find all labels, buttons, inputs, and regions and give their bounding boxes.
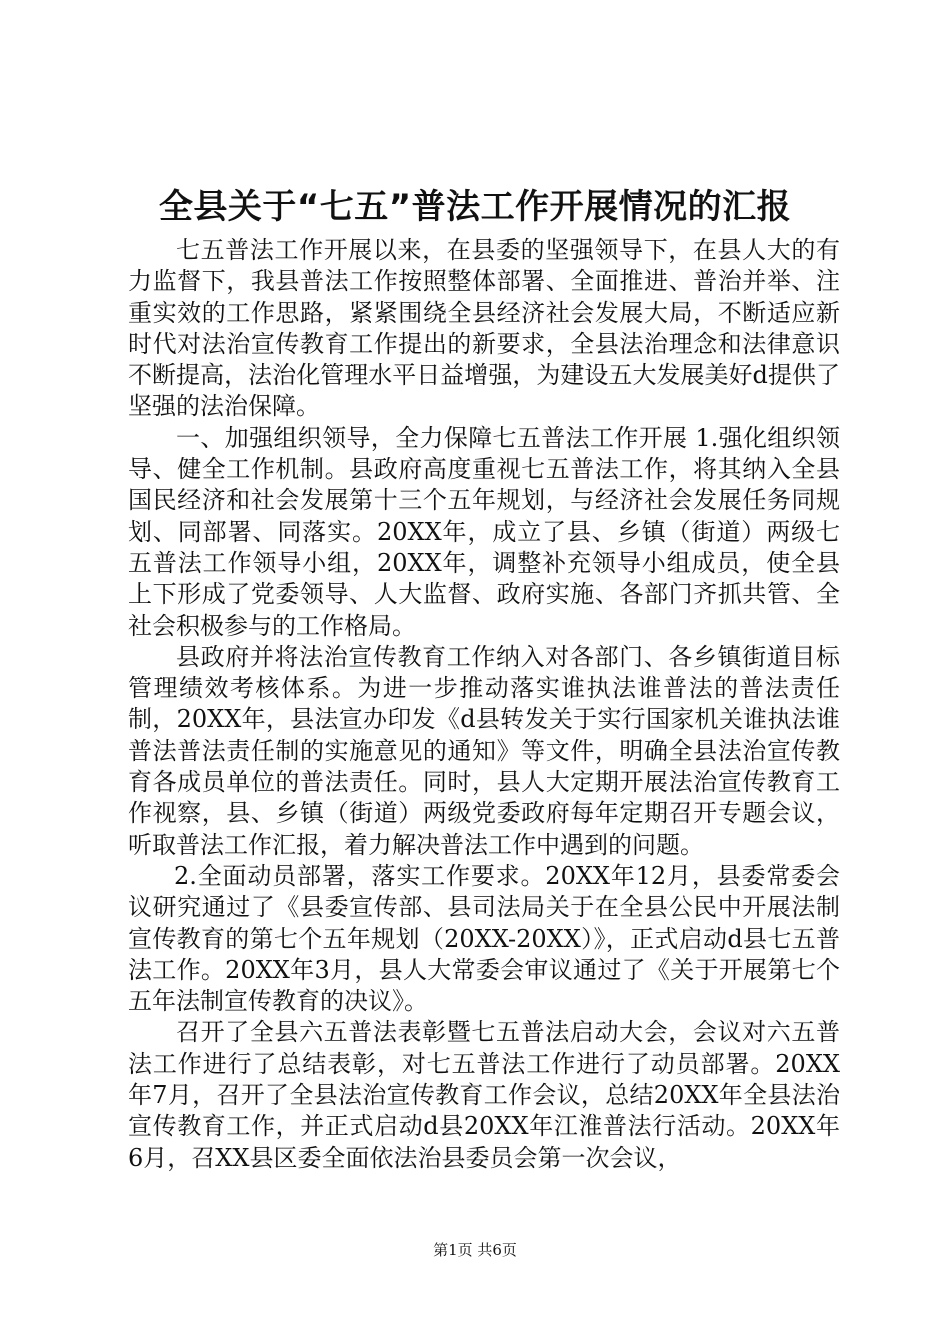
document-body xyxy=(128,235,840,1174)
paragraph-section-1: 一、加强组织领导，全力保障七五普法工作开展 1.强化组织领导、健全工作机制。县政府高度重视七五普法工作，将其纳入全县国民经济和社会发展第十三个五年规划，与经济社会发展任务同规划、同部署、同落实。20XX年，成立了县、乡镇（街道）两级七五普法工作领导小组，20XX年，调整补充领导小组成员，使全县上下形成了党委领导、人大监督、政府实施、各部门齐抓共管、全社会积极参与的工作格局。 xyxy=(128,423,840,640)
paragraph-conference: 召开了全县六五普法表彰暨七五普法启动大会，会议对六五普法工作进行了总结表彰，对七五普法工作进行了动员部署。20XX年7月，召开了全县法治宣传教育工作会议，总结20XX年全县法治宣传教育工作，并正式启动d县20XX年江淮普法行活动。20XX年6月，召XX县区委全面依法治县委员会第一次会议， xyxy=(128,1018,840,1172)
paragraph-assessment: 县政府并将法治宣传教育工作纳入对各部门、各乡镇街道目标管理绩效考核体系。为进一步推动落实谁执法谁普法的普法责任制，20XX年，县法宣办印发《d县转发关于实行国家机关谁执法谁普法普法责任制的实施意见的通知》等文件，明确全县法治宣传教育各成员单位的普法责任。同时，县人大定期开展法治宣传教育工作视察，县、乡镇（街道）两级党委政府每年定期召开专题会议，听取普法工作汇报，着力解决普法工作中遇到的问题。 xyxy=(128,642,840,859)
document-title: 全县关于“七五”普法工作开展情况的汇报 xyxy=(158,187,792,227)
page-number-footer: 第1页 共6页 xyxy=(433,1241,517,1259)
paragraph-mobilization: 2.全面动员部署，落实工作要求。20XX年12月，县委常委会议研究通过了《县委宣传部、县司法局关于在全县公民中开展法制宣传教育的第七个五年规划（20XX-20XX）》，正式启动d县七五普法工作。20XX年3月，县人大常委会审议通过了《关于开展第七个五年法制宣传教育的决议》。 xyxy=(128,861,840,1016)
paragraph-intro: 七五普法工作开展以来，在县委的坚强领导下，在县人大的有力监督下，我县普法工作按照整体部署、全面推进、普治并举、注重实效的工作思路，紧紧围绕全县经济社会发展大局，不断适应新时代对法治宣传教育工作提出的新要求，全县法治理念和法律意识不断提高，法治化管理水平日益增强，为建设五大发展美好d提供了坚强的法治保障。 xyxy=(128,236,840,421)
